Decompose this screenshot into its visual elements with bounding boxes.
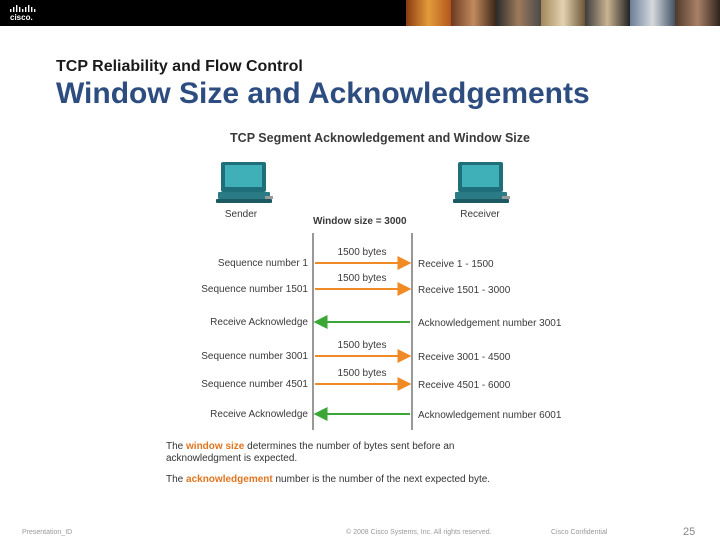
sender-event-label: Sequence number 1501 <box>201 284 308 295</box>
footer-presentation-id: Presentation_ID <box>22 529 73 536</box>
sender-event-label: Sequence number 1 <box>217 258 308 269</box>
sender-computer-icon <box>216 162 273 203</box>
segment-bytes-label: 1500 bytes <box>337 247 387 258</box>
slide-subtitle: TCP Reliability and Flow Control <box>56 58 303 75</box>
caption-text: The <box>166 474 187 485</box>
receiver-computer-icon <box>453 162 510 203</box>
caption-acknowledgement <box>166 474 546 486</box>
footer-copyright: © 2008 Cisco Systems, Inc. All rights reserved. <box>346 529 492 536</box>
window-size-highlight: window size <box>186 441 245 452</box>
page-number: 25 <box>683 526 696 538</box>
svg-text:cisco.: cisco. <box>10 13 33 22</box>
segment-bytes-label: 1500 bytes <box>337 340 387 351</box>
receiver-event-label: Receive 3001 - 4500 <box>418 352 511 363</box>
sender-event-label: Sequence number 4501 <box>201 379 308 390</box>
slide-title: Window Size and Acknowledgements <box>56 77 590 110</box>
window-size-label: Window size = 3000 <box>313 216 407 227</box>
footer-confidential: Cisco Confidential <box>551 529 608 536</box>
caption-window-size <box>166 441 486 465</box>
caption-text: number is the number of the next expected byte. <box>272 474 491 485</box>
sender-label: Sender <box>224 209 258 220</box>
sender-event-label: Sequence number 3001 <box>201 351 308 362</box>
receiver-event-label: Acknowledgement number 3001 <box>418 318 562 329</box>
acknowledgement-highlight: acknowledgement <box>186 474 273 485</box>
receiver-event-label: Receive 1501 - 3000 <box>418 285 511 296</box>
receiver-event-label: Receive 4501 - 6000 <box>418 380 511 391</box>
receiver-event-label: Receive 1 - 1500 <box>418 259 494 270</box>
segment-bytes-label: 1500 bytes <box>337 368 387 379</box>
sender-event-label: Receive Acknowledge <box>210 317 308 328</box>
sender-event-label: Receive Acknowledge <box>210 409 308 420</box>
receiver-event-label: Acknowledgement number 6001 <box>418 410 562 421</box>
segment-bytes-label: 1500 bytes <box>337 273 387 284</box>
caption-text: determines the number of bytes sent before an acknowledgment is expected. <box>166 441 455 464</box>
receiver-label: Receiver <box>460 209 500 220</box>
diagram-heading: TCP Segment Acknowledgement and Window Size <box>230 131 530 145</box>
caption-text: The <box>166 441 187 452</box>
